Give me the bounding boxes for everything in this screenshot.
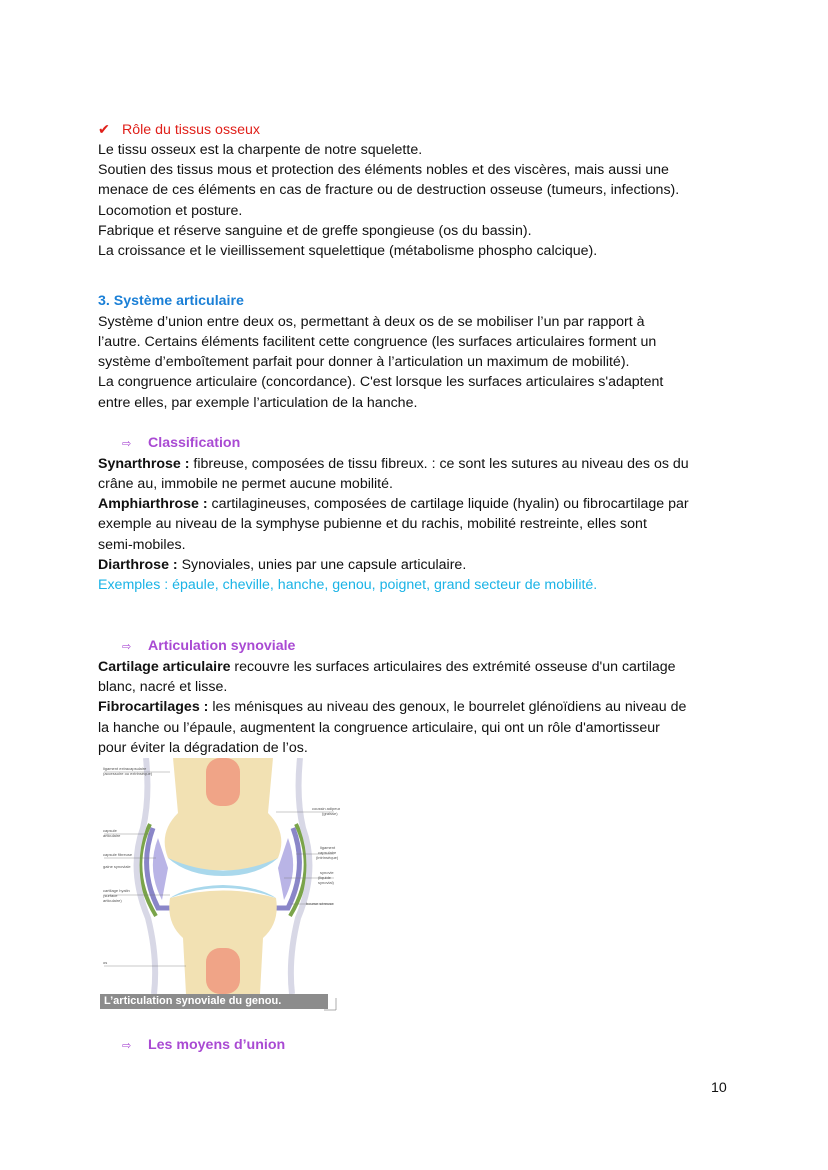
subheading-synoviale [122,636,295,657]
arrow-right-icon: ⇨ [122,438,132,450]
subheading-title: Articulation synoviale [148,638,296,654]
figure-label: articulaire) [103,898,122,903]
check-icon: ✔ [98,122,110,138]
figure-label: capsule [103,828,117,833]
paragraph-line: La congruence articulaire (concordance). C'est lorsque les surfaces articulaires s'adaptent [98,374,664,390]
marrow-upper [206,758,240,806]
paragraph-line [98,454,689,474]
paragraph-line: Le tissu osseux est la charpente de notre squelette. [98,142,423,158]
knee-joint-illustration [98,758,340,1012]
term-label: Synarthrose : [98,456,190,472]
term-label: Cartilage articulaire [98,659,231,675]
subheading-title: Les moyens d’union [148,1037,286,1053]
examples-line: Exemples : épaule, cheville, hanche, genou, poignet, grand secteur de mobilité. [98,577,598,593]
figure-label: (liquide [318,875,331,880]
term-text: cartilagineuses, composées de cartilage liquide (hyalin) ou fibrocartilage par [207,496,689,512]
arrow-right-icon: ⇨ [122,1040,132,1052]
subheading-moyens [122,1035,285,1056]
arrow-right-icon: ⇨ [122,641,132,653]
paragraph-line: Locomotion et posture. [98,203,243,219]
figure-label: synovial) [318,880,334,885]
figure-label: coussin adipeux [312,806,340,811]
figure-label: (graisse) [322,811,338,816]
figure-label: bourse séreuse [306,901,334,906]
subheading-title: Classification [148,435,241,451]
term-label: Amphiarthrose : [98,496,208,512]
figure-label: (intrinsèque) [316,855,339,860]
figure-label: capsulaire [318,850,337,855]
paragraph-line: menace de ces éléments en cas de fracture ou de destruction osseuse (tumeurs, infections). [98,182,680,198]
paragraph-line: la hanche ou l’épaule, augmentent la congruence articulaire, qui ont un rôle d'amortisseur [98,720,660,736]
figure-label: capsule fibreuse [103,852,133,857]
paragraph-line [98,697,686,717]
term-text: fibreuse, composées de tissu fibreux. : ce sont les sutures au niveau des os du [189,456,689,472]
figure-label: ligament [320,845,336,850]
knee-joint-figure [98,758,340,1012]
term-text: Synoviales, unies par une capsule articulaire. [177,557,467,573]
marrow-lower [206,948,240,994]
paragraph-line: entre elles, par exemple l’articulation de la hanche. [98,395,418,411]
paragraph-line: semi-mobiles. [98,537,186,553]
figure-label: ligament extracapsulaire [103,766,147,771]
paragraph-line: système d’emboîtement parfait pour donner à l’articulation un maximum de mobilité). [98,354,630,370]
paragraph-line: La croissance et le vieillissement squelettique (métabolisme phospho calcique). [98,243,598,259]
figure-label: articulaire [103,833,121,838]
figure-label: (surface [103,893,118,898]
figure-caption: L’articulation synoviale du genou. [100,994,328,1009]
figure-label: cartilage hyalin [103,888,130,893]
paragraph-line: exemple au niveau de la symphyse pubienne et du rachis, mobilité restreinte, elles sont [98,516,647,532]
paragraph-line [98,555,466,575]
paragraph-line: Soutien des tissus mous et protection des éléments nobles et des viscères, mais aussi une [98,162,669,178]
figure-label: (accessoire ou extrinsèque) [103,771,153,776]
page-number: 10 [711,1080,727,1096]
section-heading-role [98,120,260,140]
section-title: Rôle du tissus osseux [122,122,261,138]
term-label: Diarthrose : [98,557,178,573]
figure-label: synovie [320,870,334,875]
paragraph-line: Fabrique et réserve sanguine et de greffe spongieuse (os du bassin). [98,223,532,239]
paragraph-line [98,657,676,677]
section-heading-articulaire: 3. Système articulaire [98,293,244,309]
term-label: Fibrocartilages : [98,699,209,715]
figure-label: gaine synoviale [103,864,131,869]
paragraph-line: crâne au, immobile ne permet aucune mobilité. [98,476,393,492]
term-text: les ménisques au niveau des genoux, le bourrelet glénoïdiens au niveau de [208,699,687,715]
term-text: recouvre les surfaces articulaires des extrémité osseuse d'un cartilage [230,659,676,675]
paragraph-line: Système d’union entre deux os, permettant à deux os de se mobiliser l’un par rapport à [98,314,645,330]
paragraph-line: l’autre. Certains éléments facilitent cette congruence (les surfaces articulaires forment un [98,334,657,350]
subheading-classification [122,433,240,454]
paragraph-line: pour éviter la dégradation de l’os. [98,740,308,756]
paragraph-line [98,494,689,514]
figure-label: os [103,960,108,965]
paragraph-line: blanc, nacré et lisse. [98,679,228,695]
